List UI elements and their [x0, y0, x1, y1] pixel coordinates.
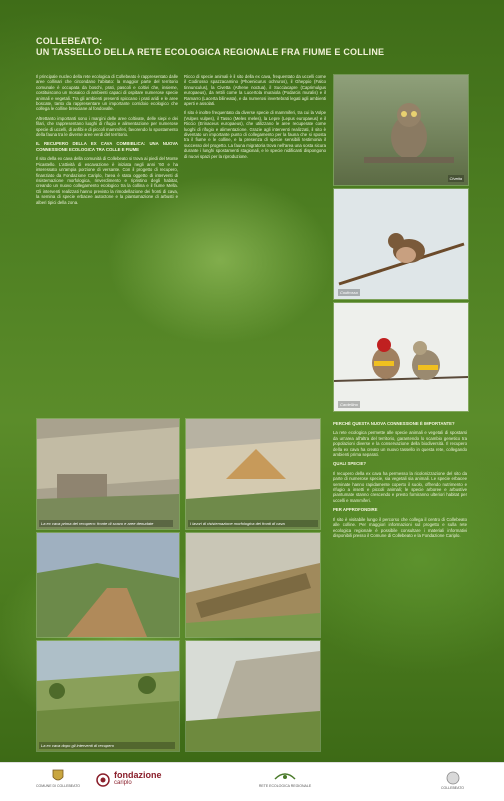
quarry2-caption: I lavori di risistemazione morfologica dei fronti di cava — [188, 520, 318, 527]
quarry-photo-3 — [36, 532, 180, 638]
owl-image — [334, 75, 468, 185]
left-text-column — [36, 74, 178, 404]
goldfinch-caption: Cardellino — [340, 402, 359, 407]
logo-fondazione-cariplo — [96, 771, 196, 786]
quarry-photo-1 — [36, 418, 180, 530]
title-line-1: COLLEBEATO: — [36, 36, 103, 46]
left-paragraph-2: Altrettanto importanti sono i margini delle aree coltivate, delle siepi e dei filari, che rappresentano luoghi di rifugio e alimentazione per numerose specie di uccelli, di anfibi e di piccoli mammiferi, favorendo lo spostamento della fauna tra le diverse aree verdi del territorio. — [36, 115, 178, 138]
page-title — [36, 36, 416, 58]
logo-comune-label: COMUNE DI COLLEBEATO — [35, 784, 81, 788]
right-heading-1: PERCHÉ QUESTA NUOVA CONNESSIONE È IMPORTANTE? — [333, 421, 455, 426]
logo-collebeato-label: COLLEBEATO — [440, 786, 465, 790]
bird2-caption: Codirosso — [340, 290, 359, 295]
logo-collebeato — [425, 771, 480, 790]
owl-caption: Civetta — [449, 176, 462, 181]
logo-rete-ecologica — [245, 769, 325, 788]
middle-text-column — [184, 74, 326, 404]
logo-fondazione-text: fondazione — [114, 770, 162, 780]
owl-photo — [333, 74, 469, 186]
quarry-photo-6 — [185, 640, 321, 752]
coat-of-arms-icon — [52, 769, 64, 783]
cariplo-mark-icon — [96, 773, 110, 787]
left-paragraph-1: Il principale nucleo della rete ecologica di Collebeato è rappresentato dalle aree collinari che circondano l'abitato: la maggior parte del territorio comunale è occupata da boschi, prati, pascoli e coltivi che, insieme, costituiscono un mosaico di ambienti capaci di ospitare numerose specie animali e vegetali. Tra gli ambienti presenti spiccano i prati aridi e le aree boscate, tanto da rappresentare un importante corridoio ecologico che collega le colline bresciane al fondovalle. — [36, 74, 178, 112]
middle-paragraph-2: Il sito è inoltre frequentato da diverse specie di mammiferi, tra cui la Volpe (Vulpes vulpes), il Tasso (Meles meles), la Lepre (Lepus europaeus) e il Riccio (Erinaceus europaeus), che utilizzano le aree recuperate come luoghi di rifugio e alimentazione. Grazie agli interventi realizzati, il sito è diventato un importante punto di collegamento per la fauna che si sposta tra il fiume e le colline, e la presenza di specie sensibili testimonia il successo del progetto. La fauna migratoria trova nell'area una sosta sicura durante i lunghi spostamenti stagionali, e le specie nidificanti dispongono di nuovi spazi per la riproduzione. — [184, 110, 326, 159]
middle-paragraph-1: Ricco di specie animali è il sito della ex cava, frequentato da uccelli come il Codirosso spazzacamino (Phoenicurus ochruros), il Gheppio (Falco tinnunculus), la Civetta (Athene noctua), il Succiacapre (Caprimulgus europaeus), da rettili come la Lucertola muraiola (Podarcis muralis) e il Ramarro (Lacerta bilineata), e da numerosi invertebrati legati agli ambienti aperti e assolati. — [184, 74, 326, 107]
quarry-image-4 — [186, 533, 320, 637]
quarry-image-5 — [37, 641, 179, 751]
quarry-image-6 — [186, 641, 320, 751]
right-paragraph-2: Il recupero della ex cava ha permesso la ricolonizzazione del sito da parte di numerose specie, sia vegetali sia animali. Le specie erbacee seminate hanno rapidamente coperto il suolo, offrendo nutrimento e rifugio a insetti e piccoli animali; le specie arboree e arbustive piantumate stanno crescendo e presto forniranno ulteriori habitat per uccelli e mammiferi. — [333, 470, 467, 503]
right-lower-text-column — [333, 418, 467, 753]
right-heading-3: PER APPROFONDIRE — [333, 507, 378, 513]
left-paragraph-3: Il sito della ex cava della comunità di Collebeato si trova ai piedi del Monte Picastello. L'attività di escavazione è iniziata negli anni '60 e ha interessato un'ampia porzione di versante. Con il progetto di recupero, finanziato da Fondazione Cariplo, l'area è stata oggetto di interventi di risistemazione morfologica, rinverdimento e ripristino degli habitat, creando un nuovo collegamento ecologico tra la collina e il fiume Mella. Gli interventi realizzati hanno previsto la rimodellazione dei fronti di cava, la semina di specie erbacee autoctone e la piantumazione di arbusti e alberi tipici della zona. — [36, 156, 178, 205]
quarry-image-2 — [186, 419, 320, 529]
right-paragraph-3: Il sito è visitabile lungo il percorso che collega il centro di Collebeato alle colline. Per maggiori informazioni sul progetto e sulla rete ecologica regionale è possibile consultare i materiali informativi disponibili presso il Comune di Collebeato e la Fondazione Cariplo. — [333, 516, 467, 538]
quarry-last-caption: La ex cava dopo gli interventi di recupero — [39, 742, 175, 749]
goldfinch-photo — [333, 302, 469, 412]
logo-cariplo-text: cariplo — [114, 780, 132, 786]
collebeato-mark-icon — [446, 771, 460, 785]
title-line-2: UN TASSELLO DELLA RETE ECOLOGICA REGIONALE FRA FIUME E COLLINE — [36, 47, 385, 57]
quarry1-caption: La ex cava prima del recupero: fronte di scavo e aree denudate — [39, 520, 173, 527]
bird-image — [334, 189, 468, 299]
quarry-photo-2 — [185, 418, 321, 530]
right-heading-2: QUALI SPECIE? — [333, 461, 366, 467]
right-paragraph-1: La rete ecologica permette alle specie animali e vegetali di spostarsi da un'area all'altra del territorio, garantendo lo scambio genetico tra popolazioni diverse e la conservazione della biodiversità. Il recupero della ex cava ha creato un nuovo tassello in questa rete, collegando ambienti prima separati. — [333, 430, 467, 458]
quarry-photo-4 — [185, 532, 321, 638]
quarry-image-1 — [37, 419, 179, 529]
bird-photo — [333, 188, 469, 300]
logo-rete-label: RETE ECOLOGICA REGIONALE — [258, 784, 312, 788]
footer-logos — [0, 762, 504, 801]
goldfinch-image — [334, 303, 468, 411]
rete-ecologica-mark-icon — [273, 769, 297, 783]
logo-comune — [28, 769, 88, 788]
quarry-image-3 — [37, 533, 179, 637]
left-section-heading: IL RECUPERO DELLA EX CAVA COMBIBLICA: UNA NUOVA CONNESSIONE ECOLOGICA TRA COLLE E FIUME — [36, 141, 178, 152]
quarry-photo-5 — [36, 640, 180, 752]
